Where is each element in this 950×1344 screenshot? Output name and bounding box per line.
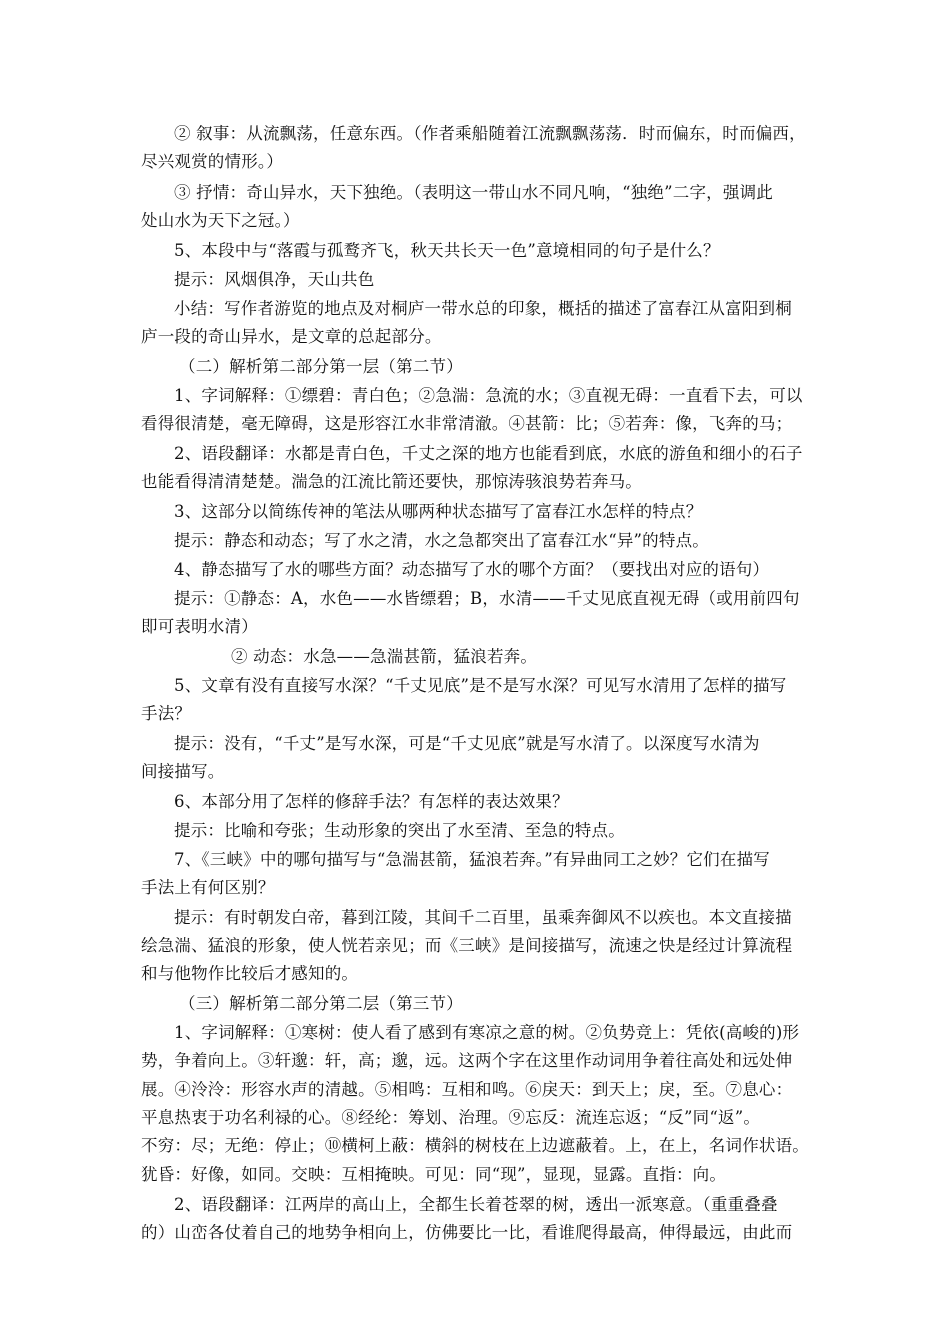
paragraph-line	[141, 208, 821, 234]
text-line: 6、本部分用了怎样的修辞手法？有怎样的表达效果？	[174, 792, 569, 811]
text-line: 2、语段翻译：水都是青白色，千丈之深的地方也能看到底，水底的游鱼和细小的石子	[174, 444, 803, 463]
paragraph-line	[141, 238, 821, 264]
paragraph-line	[141, 1192, 821, 1218]
text-line: 提示：没有，“千丈”是写水深，可是“千丈见底”就是写水清了。以深度写水清为	[174, 734, 760, 753]
text-line: 3、这部分以简练传神的笔法从哪两种状态描写了富春江水怎样的特点？	[174, 502, 703, 521]
paragraph-line	[141, 324, 821, 350]
text-line: 小结：写作者游览的地点及对桐庐一带水总的印象，概括的描述了富春江从富阳到桐	[174, 299, 792, 318]
paragraph-line	[141, 411, 821, 437]
paragraph-line	[141, 528, 821, 554]
text-line: 看得很清楚，毫无障碍，这是形容江水非常清澈。④甚箭：比；⑤若奔：像，飞奔的马；	[141, 414, 793, 433]
text-line: 势，争着向上。③轩邈：轩，高；邈，远。这两个字在这里作动词用争着往高处和远处伸	[141, 1051, 793, 1070]
text-line: 提示：比喻和夸张；生动形象的突出了水至清、至急的特点。	[174, 821, 625, 840]
text-line: 手法？	[141, 704, 192, 723]
text-line: 处山水为天下之冠。）	[141, 211, 300, 230]
paragraph-line	[141, 586, 821, 612]
text-line: 间接描写。	[141, 762, 225, 781]
text-line: 提示：①静态：A，水色——水皆缥碧；B，水清——千丈见底直视无碍（或用前四句	[174, 589, 800, 608]
paragraph-line	[141, 1105, 821, 1131]
paragraph-line	[141, 557, 821, 583]
paragraph-line	[141, 847, 821, 873]
text-line: 不穷：尽；无绝：停止；⑩横柯上蔽：横斜的树枝在上边遮蔽着。上，在上，名词作状语。	[141, 1136, 809, 1155]
paragraph-line	[141, 499, 821, 525]
text-line: （二）解析第二部分第一层（第二节）	[179, 357, 463, 376]
paragraph-line	[141, 701, 821, 727]
paragraph-line	[141, 267, 821, 293]
text-line: 也能看得清清楚楚。湍急的江流比箭还要快，那惊涛骇浪势若奔马。	[141, 472, 642, 491]
paragraph-line	[141, 614, 821, 640]
text-line: 的）山峦各仗着自己的地势争相向上，仿佛要比一比，看谁爬得最高，伸得最远，由此而	[141, 1223, 793, 1242]
text-line: ② 叙事：从流飘荡，任意东西。（作者乘船随着江流飘飘荡荡．时而偏东，时而偏西，	[174, 124, 806, 143]
text-line: 犹昏：好像，如同。交映：互相掩映。可见：同“现”，显现，显露。直指：向。	[141, 1165, 727, 1184]
paragraph-line	[141, 818, 821, 844]
paragraph-line	[141, 875, 821, 901]
text-line: ② 动态：水急——急湍甚箭，猛浪若奔。	[231, 647, 538, 666]
text-line: 7、《三峡》中的哪句描写与“急湍甚箭，猛浪若奔。”有异曲同工之妙？它们在描写	[174, 850, 770, 869]
paragraph-line	[141, 296, 821, 322]
paragraph-line	[141, 354, 821, 380]
text-line: 1、字词解释：①寒树：使人看了感到有寒凉之意的树。②负势竞上：凭依(高峻的)形	[174, 1023, 800, 1042]
text-line: 手法上有何区别？	[141, 878, 275, 897]
paragraph-line	[141, 149, 821, 175]
paragraph-line	[141, 961, 821, 987]
paragraph-line	[141, 1133, 821, 1159]
text-line: 4、静态描写了水的哪些方面？动态描写了水的哪个方面？（要找出对应的语句）	[174, 560, 770, 579]
text-line: 平息热衷于功名利禄的心。⑧经纶：筹划、治理。⑨忘反：流连忘返；“反”同“返”。	[141, 1108, 761, 1127]
paragraph-line	[141, 731, 821, 757]
paragraph-line	[141, 1220, 821, 1246]
text-line: 尽兴观赏的情形。）	[141, 152, 284, 171]
text-line: 5、文章有没有直接写水深？“千丈见底”是不是写水深？可见写水清用了怎样的描写	[174, 676, 787, 695]
paragraph-line	[141, 759, 821, 785]
paragraph-line	[141, 991, 821, 1017]
text-line: 1、字词解释：①缥碧：青白色；②急湍：急流的水；③直视无碍：一直看下去，可以	[174, 386, 803, 405]
paragraph-line	[141, 789, 821, 815]
text-line: 和与他物作比较后才感知的。	[141, 964, 359, 983]
paragraph-line	[141, 383, 821, 409]
paragraph-line	[141, 644, 821, 670]
paragraph-line	[141, 121, 821, 147]
paragraph-line	[141, 1020, 821, 1046]
text-line: （三）解析第二部分第二层（第三节）	[179, 994, 463, 1013]
paragraph-line	[141, 673, 821, 699]
paragraph-line	[141, 1048, 821, 1074]
text-line: 即可表明水清）	[141, 617, 258, 636]
paragraph-line	[141, 1077, 821, 1103]
text-line: 提示：静态和动态；写了水之清，水之急都突出了富春江水“异”的特点。	[174, 531, 709, 550]
text-line: 2、语段翻译：江两岸的高山上，全都生长着苍翠的树，透出一派寒意。（重重叠叠	[174, 1195, 778, 1214]
paragraph-line	[141, 1162, 821, 1188]
text-line: ③ 抒情：奇山异水，天下独绝。（表明这一带山水不同凡响，“独绝”二字，强调此	[174, 183, 773, 202]
paragraph-line	[141, 905, 821, 931]
paragraph-line	[141, 180, 821, 206]
paragraph-line	[141, 933, 821, 959]
text-line: 提示：有时朝发白帝，暮到江陵，其间千二百里，虽乘奔御风不以疾也。本文直接描	[174, 908, 792, 927]
text-line: 5、本段中与“落霞与孤鹜齐飞，秋天共长天一色”意境相同的句子是什么？	[174, 241, 720, 260]
text-line: 展。④泠泠：形容水声的清越。⑤相鸣：互相和鸣。⑥戾天：到天上；戾，至。⑦息心：	[141, 1080, 793, 1099]
paragraph-line	[141, 441, 821, 467]
text-line: 庐一段的奇山异水，是文章的总起部分。	[141, 327, 442, 346]
text-line: 提示：风烟俱净，天山共色	[174, 270, 375, 289]
text-line: 绘急湍、猛浪的形象，使人恍若亲见；而《三峡》是间接描写，流速之快是经过计算流程	[141, 936, 793, 955]
paragraph-line	[141, 469, 821, 495]
